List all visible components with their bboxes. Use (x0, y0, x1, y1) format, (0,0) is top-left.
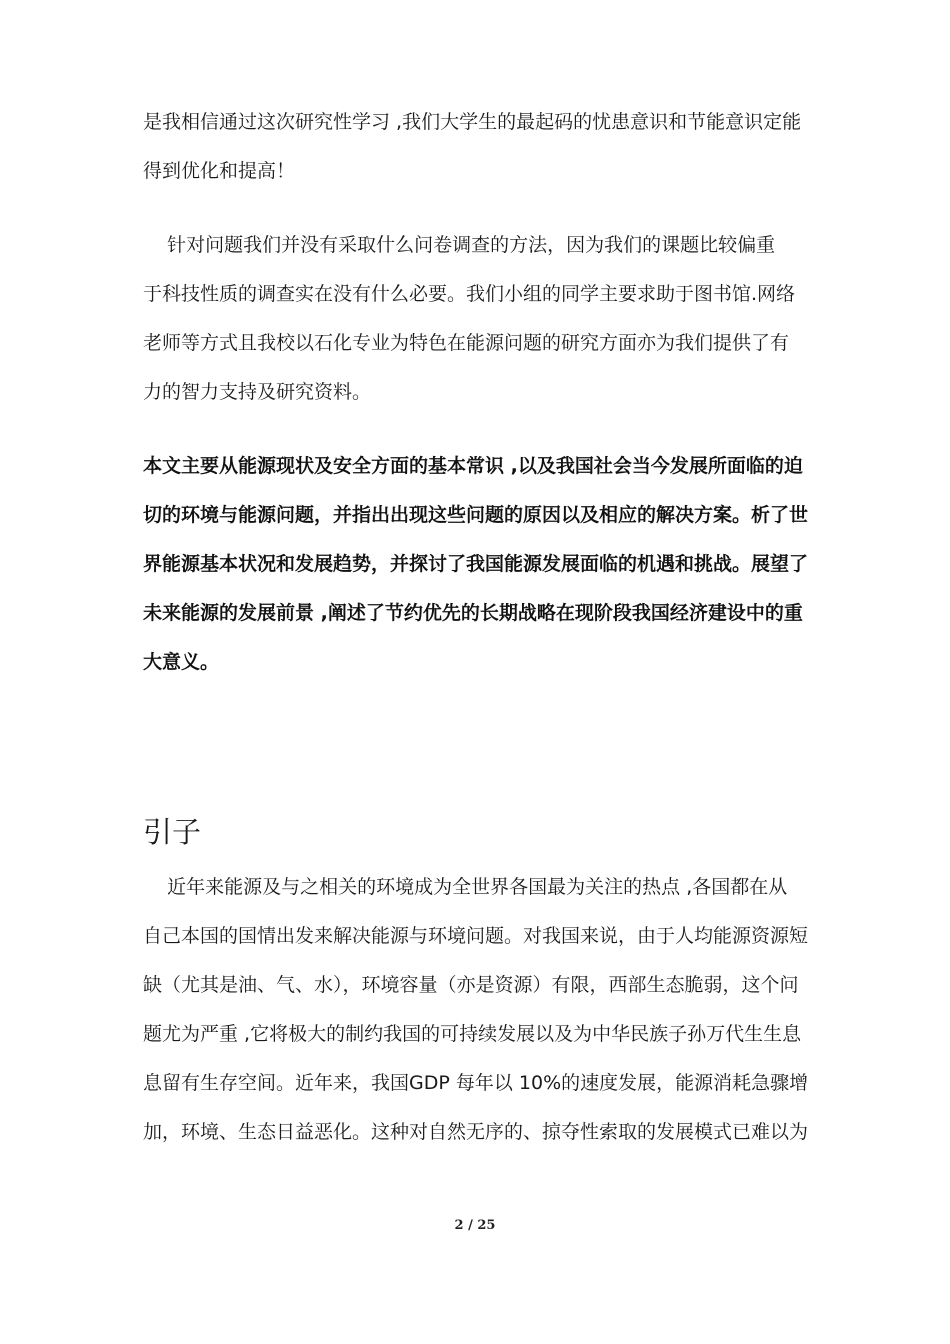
text-line: 未来能源的发展前景 ,阐述了节约优先的长期战略在现阶段我国经济建设中的重 (143, 602, 803, 624)
text-line: 本文主要从能源现状及安全方面的基本常识 ,以及我国社会当今发展所面临的迫 (143, 455, 803, 477)
text-line: 是我相信通过这次研究性学习 ,我们大学生的最起码的忧患意识和节能意识定能 (143, 111, 802, 133)
page-number: 2 / 25 (454, 1218, 496, 1233)
text-line: 界能源基本状况和发展趋势，并探讨了我国能源发展面临的机遇和挑战。展望了 (143, 553, 809, 575)
text-line: 于科技性质的调查实在没有什么必要。我们小组的同学主要求助于图书馆.网络 (143, 283, 796, 305)
text-line: 题尤为严重 ,它将极大的制约我国的可持续发展以及为中华民族子孙万代生生息 (143, 1023, 802, 1045)
text-line: 得到优化和提高！ (143, 160, 296, 182)
text-line: 切的环境与能源问题，并指出出现这些问题的原因以及相应的解决方案。析了世 (143, 504, 809, 526)
text-line: 自己本国的国情出发来解决能源与环境问题。对我国来说，由于人均能源资源短 (143, 925, 809, 947)
section-heading: 引子 (143, 815, 202, 849)
text-line: 加，环境、生态日益恶化。这种对自然无序的、掠夺性索取的发展模式已难以为 (143, 1121, 809, 1143)
text-line: 大意义。 (143, 651, 220, 673)
text-line: 缺（尤其是油、气、水），环境容量（亦是资源）有限，西部生态脆弱，这个问 (143, 974, 799, 996)
text-line: 老师等方式且我校以石化专业为特色在能源问题的研究方面亦为我们提供了有 (143, 332, 790, 354)
text-line: 力的智力支持及研究资料。 (143, 381, 372, 403)
text-line: 息留有生存空间。近年来，我国GDP 每年以 10%的速度发展，能源消耗急骤增 (143, 1072, 809, 1094)
text-line: 针对问题我们并没有采取什么问卷调查的方法，因为我们的课题比较偏重 (143, 234, 776, 256)
text-line: 近年来能源及与之相关的环境成为全世界各国最为关注的热点 ,各国都在从 (143, 876, 788, 898)
